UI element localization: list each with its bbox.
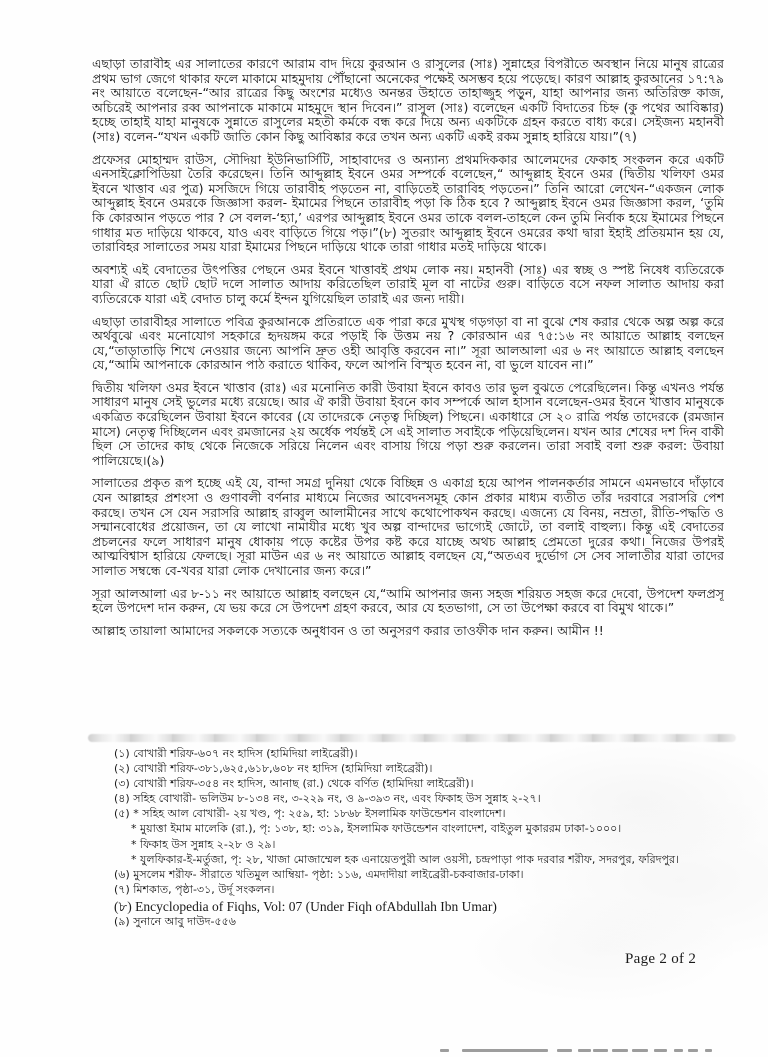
body-text [92,57,724,735]
footnotes-list [114,747,728,931]
footnote-5-sub-1: * মুয়াত্তা ইমাম মালেকি (রা.), পৃ: ১৩৮, হা: ৩১৯, ইসলামিক ফাউন্ডেশন বাংলাদেশ, বাইতুল মুকাররম ঢাকা-১০০০। [131,822,622,836]
footnote-1: (১) বোখারী শরিফ-৬০৭ নং হাদিস (হামিদিয়া লাইব্রেরী)। [114,747,358,760]
page-number: Page 2 of 2 [625,951,697,967]
paragraph-6: সালাতের প্রকৃত রূপ হচ্ছে এই যে, বান্দা সমগ্র দুনিয়া থেকে বিচ্ছিন্ন ও একাগ্র হয়ে আপন পালনকর্তার সামনে এমনভাবে দাঁড়াবে যেন আল্লাহর প্রশংসা ও গুণাবলী বর্ণনার মাধ্যমে নিজের আবেদনসমূহ কোন প্রকার মাধ্যম ব্যতীত তাঁর দরবারে সরাসরি পেশ করছে। তখন সে যেন সরাসরি আল্লাহ রাব্বুল আলামীনের সাথে কথোপোকথন করছে। এজন্যে যে বিনয়, নম্রতা, রীতি-পদ্ধতি ও সন্মানবোধের প্রয়োজন, তা যে লাখো নামাযীর মধ্যে খুব অল্প বান্দাদের ভাগ্যেই জোটে, তা বলাই বাহুল্য। কিন্তু এই বেদাতের প্রচলনের ফলে সাধারণ মানুষ ধোকায় পড়ে কষ্টের উপর কষ্ট করে যাচ্ছে অথচ আল্লাহ প্রেমতো দুরের কথা। নিজের উপরই আত্মবিশ্বাস হারিয়ে ফেলছে। সূরা মাউন এর ৬ নং আয়াতে আল্লাহ বলছেন যে,“অতএব দুর্ভোগ সে সেব সালাতীর যারা তাদের সালাত সম্বন্ধে বে-খবর যারা লোক দেখানোর জন্য করে।” [92,475,724,578]
paragraph-7: সূরা আলআলা এর ৮-১১ নং আয়াতে আল্লাহ বলছেন যে,“আমি আপনার জন্য সহজ শরিয়ত সহজ করে দেবো, উপদেশ ফলপ্রসূ হলে উপদেশ দান করুন, যে ভয় করে সে উপদেশ গ্রহণ করবে, আর যে হতভাগা, সে তা উপেক্ষা করবে বা বিমুখ থাকে।” [92,585,724,616]
scan-mark [688,1049,698,1052]
footnote-5-sub-3: * যুলফিকার-ই-মর্তুজা, পৃ: ২৮, খাজা মোজাম্মেল হক এনায়েতপুরী আল ওয়সী, চন্দ্রপাড়া পাক দরবার শরীফ, সদরপুর, ফরিদপুর। [131,852,679,866]
footnote-7: (৭) মিশকাত, পৃষ্ঠা-৩১, উর্দূ সংকলন। [114,882,275,896]
paragraph-3: অবশ্যই এই বেদাতের উৎপত্তির পেছনে ওমর ইবনে খাত্তাবই প্রথম লোক নয়। মহানবী (সাঃ) এর স্বচ্ছ ও স্পষ্ট নিষেধ ব্যতিরেকে যারা ঐ রাতে ছোট ছোট দলে সালাত আদায় করিতেছিল তারাই মূল বা নাটের গুরু। বাড়িতে বসে নফল সালাত আদায় করা ব্যতিরেকে যারা এই বেদাত চালু কর্মে ইন্দন যুগিয়েছিল তারাই এর জন্য দায়ী। [92,261,724,306]
footnote-8: (৮) Encyclopedia of Fiqhs, Vol: 07 (Under Fiqh ofAbdullah Ibn Umar) [114,898,497,914]
paragraph-1: এছাড়া তারাবীহ এর সালাতের কারণে আরাম বাদ দিয়ে কুরআন ও রাসুলের (সাঃ) সুন্নাহের বিপরীতে অবস্থান নিয়ে মানুষ রাত্রের প্রথম ভাগ জেগে থাকার ফলে মাকামে মাহমুদায় পৌঁছানো অনেকের পক্ষেই অসম্ভব হয়ে পড়েছে। কারণ আল্লাহ কুরআনের ১৭:৭৯ নং আয়াতে বলেছেন-“আর রাত্রের কিছু অংশের মধ্যেও অনন্তর উহাতে তাহাজ্জুহ পড়ুন, যাহা আপনার জন্য অতিরিক্ত কাজ, অচিরেই আপনার রব্ব আপনাকে মাকামে মাহমুদে স্থান দিবেন।” রাসুল (সাঃ) বলেছেন একটি বিদাতের চিহ্ন (কু পথের আবিষ্কার) হচ্ছে তাহাই যাহা মানুষকে সুন্নাতে রাসুলের মহতী কর্মকে বন্ধ করে দিয়ে অন্য একটিকে গ্রহন করতে বাধ্য করে। সেইজন্য মহানবী (সাঃ) বলেন-“যখন একটি জাতি কোন কিছু আবিষ্কার করে তখন অন্য একটি একই রকম সুন্নাহ হারিয়ে যায়।”(৭) [92,57,724,144]
scan-mark [632,1049,648,1052]
scan-mark [674,1049,683,1052]
paragraph-8: আল্লাহ তায়ালা আমাদের সকলকে সত্যকে অনুধাবন ও তা অনুসরণ করার তাওফীক দান করুন। আমীন !! [92,622,604,638]
scan-mark [578,1049,591,1052]
scan-mark [654,1049,667,1052]
footnote-9: (৯) সুনানে আবু দাউদ-৫৫৬ [114,915,236,929]
scanner-edge-marks [440,1048,760,1052]
scan-mark [705,1049,712,1052]
footnote-5-sub-2: * ফিকাহ উস সুন্নাহ ২-২৮ ও ২৯। [131,837,276,851]
footnote-3: (৩) বোখারী শরিফ-৩৫৪ নং হাদিস, আনাছ (রা.) থেকে বর্ণিত (হামিদিয়া লাইব্রেরী)। [114,777,474,791]
footnote-6: (৬) মুসলেম শরীফ- সীরাতে খতিমুল আম্বিয়া- পৃষ্ঠা: ১১৬, এমদাদীয়া লাইব্রেরী-চকবাজার-ঢাকা। [114,867,524,881]
scan-mark [612,1049,628,1052]
paragraph-4: এছাড়া তারাবীহর সালাতে পবিত্র কুরআনকে প্রতিরাতে এক পারা করে মুখস্থ গড়গড়া বা না বুঝে শেষ করার থেকে অল্প অল্প করে অর্থবুঝে এবং মনোযোগ সহকারে হৃদয়ঙ্গম করে পড়াই কি উত্তম নয় ? কোরআন এর ৭৫:১৬ নং আয়াতে আল্লাহ বলছেন যে,“তাড়াতাড়ি শিখে নেওয়ার জন্যে আপনি দ্রুত ওহী আবৃত্তি করবেন না।” সূরা আলআলা এর ৬ নং আয়াতে আল্লাহ বলছেন যে,“আমি আপনাকে কোরআন পাঠ করাতে থাকিব, ফলে আপনি বিস্মৃত হবেন না, বা ভুলে যাবেন না।” [92,313,724,373]
footnote-2: (২) বোখারী শরিফ-৩৮১,৬২৫,৬১৮,৬০৮ নং হাদিস (হামিদিয়া লাইব্রেরী)। [114,762,433,776]
footnote-5: (৫) * সহিহ আল বোখারী- ২য় খণ্ড, পৃ: ২৫৯, হা: ১৮৬৮ ইসলামিক ফাউন্ডেশন বাংলাদেশ। [114,807,506,821]
scan-mark [440,1049,449,1052]
scan-mark [462,1049,548,1052]
scan-mark [557,1049,572,1052]
paragraph-2: প্রফেসর মোহাম্মদ রাউস, সৌদিয়া ইউনিভার্সিটি, সাহাবাদের ও অন্যান্য প্রথমদিককার আলেমদের ফেকাহ সংকলন করে একটি এনসাইক্লোপিডিয়া তৈরি করেছেন। তিনি আব্দুল্লাহ ইবনে ওমর সম্পর্কে বলেছেন,“ আব্দুল্লাহ ইবনে ওমর (দ্বিতীয় খলিফা ওমর ইবনে খাত্তাব এর পুত্র) মসজিদে গিয়ে তারাবীহ পড়তেন না, বাড়িতেই তারাবিহ পড়তেন।” তিনি আরো লেখেন-“একজন লোক আব্দুল্লাহ ইবনে ওমরকে জিজ্ঞাসা করল- ইমামের পিছনে তারাবীহ পড়া কি ঠিক হবে ? আব্দুল্লাহ ইবনে ওমর জিজ্ঞাসা করল, ‘তুমি কি কোরআন পড়তে পার ? সে বলল-‘হ্যা,’ এরপর আব্দুল্লাহ ইবনে ওমর তাকে বলল-তাহলে কেন তুমি নির্বাক হয়ে ইমামের পিছনে গাধার মত দাড়িয়ে থাকবে, যাও এবং বাড়িতে গিয়ে পড়।”(৮) সুতরাং আব্দুল্লাহ ইবনে ওমরের কথা দ্বারা ইহাই প্রতিয়মান হয় যে, তারাবিহর সালাতের সময় যারা ইমামের পিছনে দাড়িয়ে থাকে তারা গাধার মতই দাড়িয়ে থাকে। [92,151,724,255]
paragraph-5: দ্বিতীয় খলিফা ওমর ইবনে খাত্তাব (রাঃ) এর মনোনিত কারী উবায়া ইবনে কাবও তার ভুল বুঝতে পেরেছিলেন। কিন্তু এখনও পর্যন্ত সাধারণ মানুষ সেই ভুলের মধ্যে রয়েছে। আর ঐ কারী উবায়া ইবনে কাব সম্পর্কে আল হাসান বলেছেন-ওমর ইবনে খাত্তাব মানুষকে একত্রিত করেছিলেন উবায়া ইবনে কাবের (যে তাদেরকে নেতৃত্ব দিচ্ছিল) পিছনে। একাধারে সে ২০ রাত্রি পর্যন্ত তাদেরকে (রমজান মাসে) নেতৃত্ব দিচ্ছিলেন এবং রমজানের ২য় অর্ধেক পর্যন্তই সে এই সালাত সবাইকে পড়িয়েছিলেন। যখন আর শেষের দশ দিন বাকী ছিল সে তাদের কাছ থেকে নিজেকে সরিয়ে নিলেন এবং বাসায় গিয়ে পড়া শুরু করলেন। তারা সবাই বলা শুরু করল: উবায়া পালিয়েছে।(৯) [92,379,724,468]
scan-streak-artifact [88,734,736,742]
footnote-4: (৪) সহিহ বোখারী- ভলিউম ৮-১৩৪ নং, ৩-২২৯ নং, ও ৯-৩৯৩ নং, এবং ফিকাহ উস সুন্নাহ ২-২৭। [114,792,541,806]
scan-mark [593,1049,608,1052]
